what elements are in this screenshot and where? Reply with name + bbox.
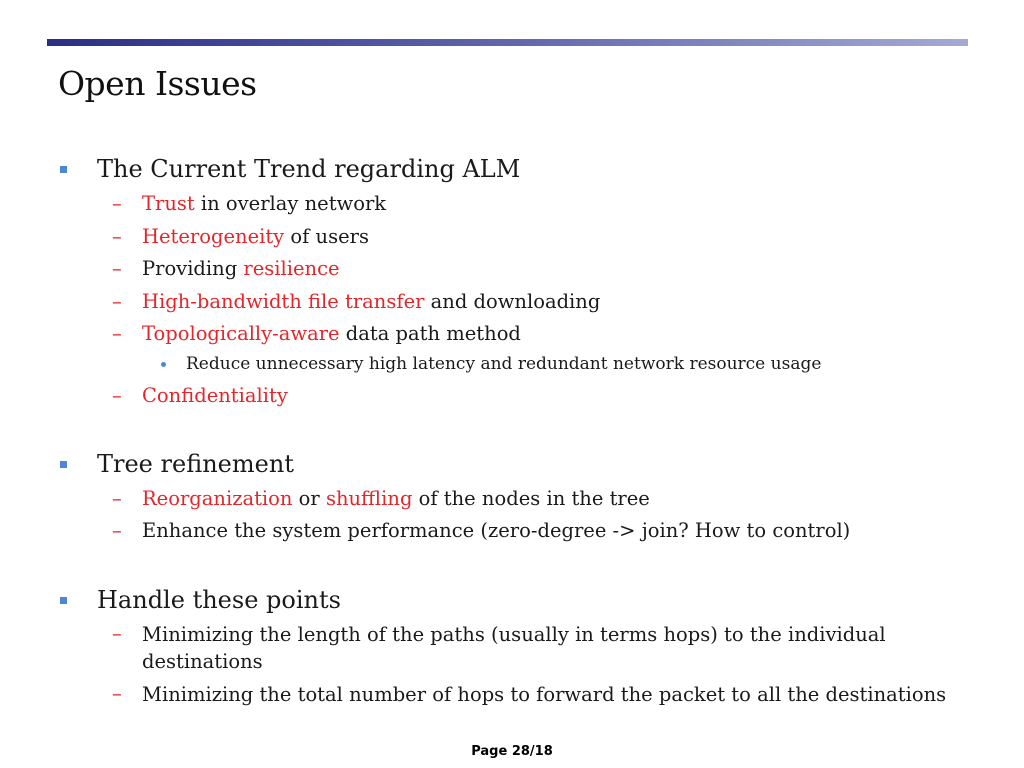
highlight-text: High-bandwidth file transfer <box>142 290 425 313</box>
highlight-text: shuffling <box>325 487 413 510</box>
item-text: of the nodes in the tree <box>412 487 650 510</box>
slide-title: Open Issues <box>58 64 257 103</box>
dash-bullet-icon: – <box>112 290 122 313</box>
dash-bullet-icon: – <box>112 322 122 345</box>
item-text: of users <box>284 225 369 248</box>
list-item-reorganization <box>142 487 650 510</box>
dash-bullet-icon: – <box>112 487 122 510</box>
square-bullet-icon <box>60 597 67 604</box>
item-text: or <box>292 487 326 510</box>
dash-bullet-icon: – <box>112 225 122 248</box>
item-text: data path method <box>339 322 521 345</box>
dash-bullet-icon: – <box>112 622 122 645</box>
section-heading-tree-refinement: Tree refinement <box>97 450 294 478</box>
list-item-heterogeneity <box>142 225 369 248</box>
list-item-path-length: Minimizing the length of the paths (usually in terms hops) to the individual destinations <box>142 623 886 673</box>
highlight-text: Confidentiality <box>142 384 288 407</box>
title-accent-bar <box>47 39 968 46</box>
list-item-trust <box>142 192 386 215</box>
list-item-confidentiality <box>142 384 288 407</box>
sub-item-latency: Reduce unnecessary high latency and redundant network resource usage <box>186 354 822 374</box>
item-text: in overlay network <box>194 192 387 215</box>
highlight-text: Reorganization <box>142 487 293 510</box>
page-number: Page 28/18 <box>471 744 553 759</box>
dash-bullet-icon: – <box>112 192 122 215</box>
list-item-file-transfer <box>142 290 600 313</box>
square-bullet-icon <box>60 166 67 173</box>
section-heading-current-trend: The Current Trend regarding ALM <box>97 155 521 183</box>
highlight-text: Topologically-aware <box>142 322 340 345</box>
list-item-performance: Enhance the system performance (zero-degree -> join? How to control) <box>142 519 851 542</box>
list-item-resilience <box>142 257 340 280</box>
dash-bullet-icon: – <box>112 384 122 407</box>
dash-bullet-icon: – <box>112 519 122 542</box>
dash-bullet-icon: – <box>112 682 122 705</box>
list-item-topology <box>142 322 521 345</box>
list-item-total-hops: Minimizing the total number of hops to forward the packet to all the destinations <box>142 683 947 706</box>
highlight-text: Trust <box>142 192 195 215</box>
dot-bullet-icon <box>161 362 166 367</box>
dash-bullet-icon: – <box>112 257 122 280</box>
item-text: Providing <box>142 257 244 280</box>
section-heading-handle-points: Handle these points <box>97 586 341 614</box>
square-bullet-icon <box>60 461 67 468</box>
highlight-text: resilience <box>243 257 340 280</box>
item-text: and downloading <box>424 290 601 313</box>
highlight-text: Heterogeneity <box>142 225 285 248</box>
